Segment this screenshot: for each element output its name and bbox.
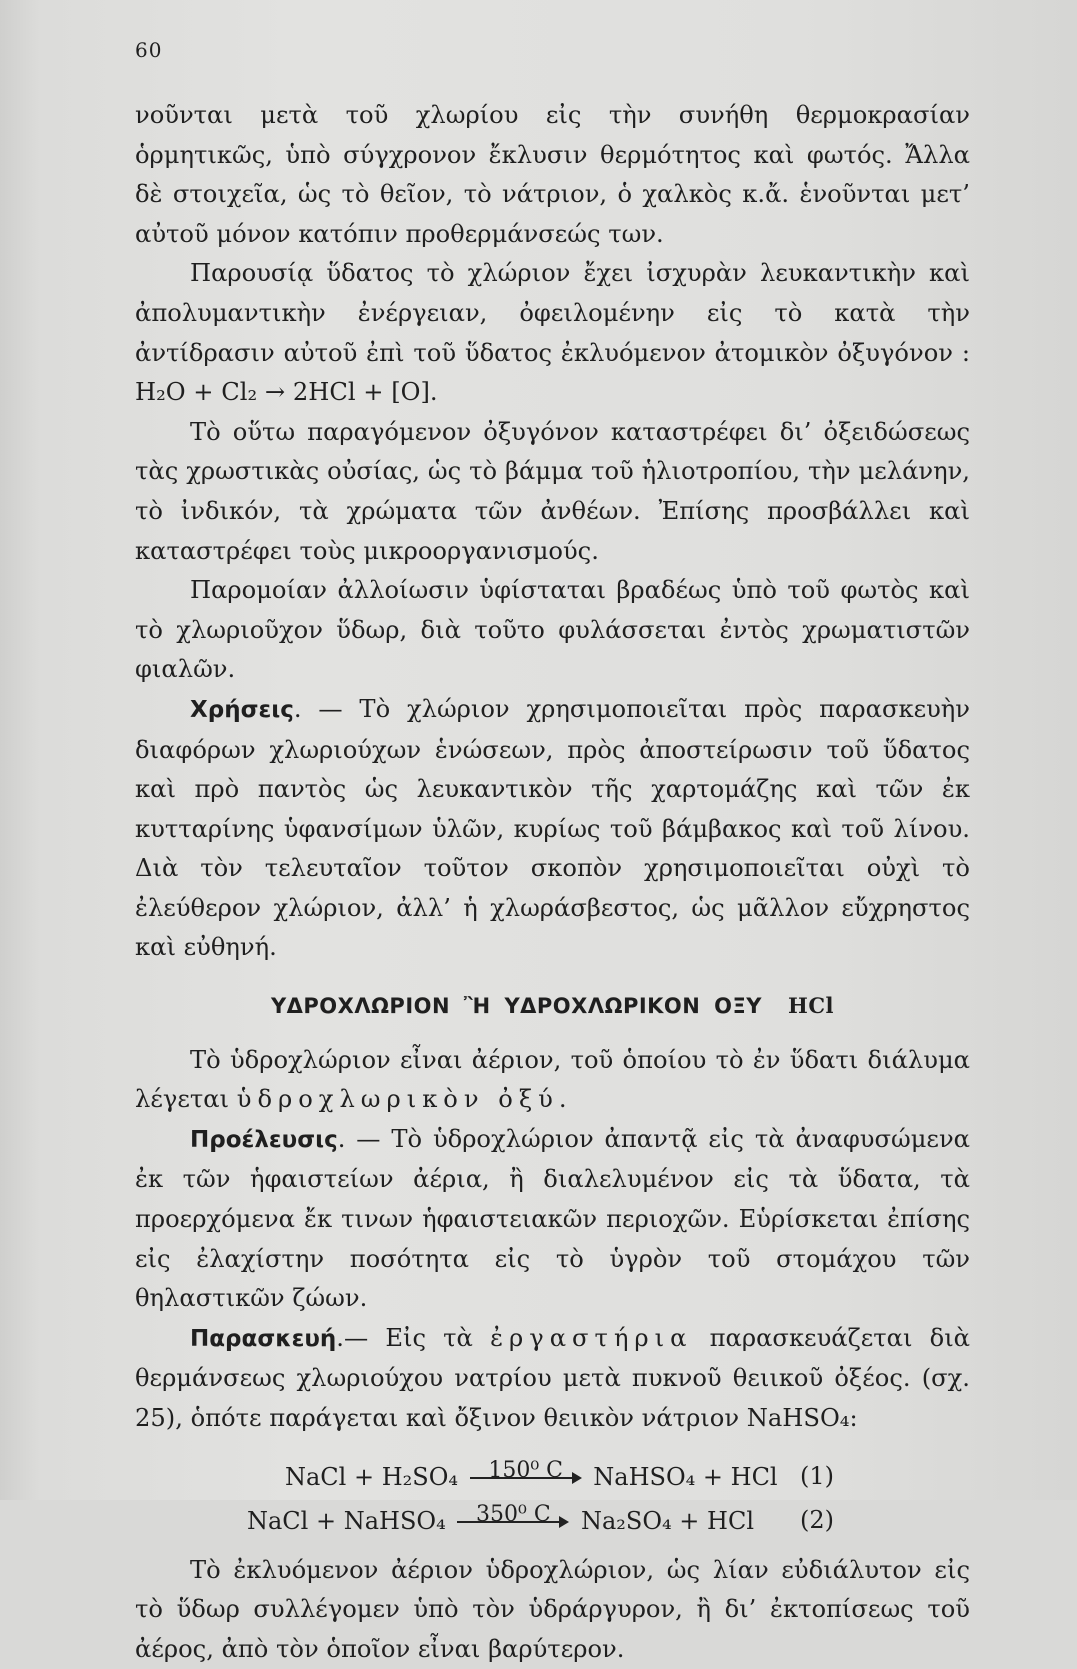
reaction-equation-1 xyxy=(285,1457,778,1497)
paragraph-collection: Τὸ ἐκλυόμενον ἀέριον ὑδροχλώριον, ὡς λίαν εὐδιάλυτον εἰς τὸ ὕδωρ συλλέγομεν ὑπὸ τὸν ὑδράργυρον, ἢ δι’ ἐκτοπίσεως τοῦ ἀέρος, ἀπὸ τὸν ὁποῖον εἶναι βαρύτερον. xyxy=(135,1555,970,1663)
arrow-head-icon xyxy=(559,1516,569,1528)
reaction-equation-2 xyxy=(247,1501,754,1541)
arrow-head-icon xyxy=(572,1472,582,1484)
paragraph-uses xyxy=(135,690,970,968)
paragraph-preparation xyxy=(135,1319,970,1439)
uses-text: . — Τὸ χλώριον χρησιμοποιεῖται πρὸς παρασκευὴν διαφόρων χλωριούχων ἑνώσεων, πρὸς ἀποστείρωσιν τοῦ ὕδατος καὶ πρὸ παντὸς ὡς λευκαντικὸν τῆς χαρτομάζης καὶ τῶν ἐκ κυτταρίνης ὑφανσίμων ὑλῶν, κυρίως τοῦ βάμβακος καὶ τοῦ λίνου. Διὰ τὸν τελευταῖον τοῦτον σκοπὸν χρησιμοποιεῖται οὐχὶ τὸ ἐλεύθερον χλώριον, ἀλλ’ ἡ χλωράσβεστος, ὡς μᾶλλον εὔχρηστος καὶ εὐθηνή. xyxy=(135,694,970,962)
preparation-text-after: παρασκευάζεται διὰ θερμάνσεως χλωριούχου νατρίου μετὰ πυκνοῦ θειικοῦ ὀξέος. (σχ. 25), ὁπότε παράγεται καὶ ὄξινον θειικὸν νάτριον NaHSO₄: xyxy=(135,1323,971,1432)
reaction-1-right: NaHSO₄ + HCl xyxy=(593,1462,778,1491)
reaction-1-left: NaCl + H₂SO₄ xyxy=(285,1462,459,1491)
preparation-text-before: .— Εἰς τὰ xyxy=(336,1323,491,1352)
reaction-1-condition: 150⁰ C xyxy=(488,1458,563,1484)
reaction-2-condition: 350⁰ C xyxy=(476,1502,551,1528)
origin-text: . — Τὸ ὑδροχλώριον ἀπαντᾷ εἰς τὰ ἀναφυσώμενα ἐκ τῶν ἡφαιστείων ἀέρια, ἢ διαλελυμένον εἰς τὰ ὕδατα, τὰ προερχόμενα ἔκ τινων ἡφαιστειακῶν περιοχῶν. Εὑρίσκεται ἐπίσης εἰς ἐλαχίστην ποσότητα εἰς τὸ ὑγρὸν τοῦ στομάχου τῶν θηλαστικῶν ζώων. xyxy=(135,1124,970,1313)
section-heading xyxy=(135,986,970,1027)
paragraph-continuation: νοῦνται μετὰ τοῦ χλωρίου εἰς τὴν συνήθη θερμοκρασίαν ὁρμητικῶς, ὑπὸ σύγχρονον ἔκλυσιν θερμότητος καὶ φωτός. Ἄλλα δὲ στοιχεῖα, ὡς τὸ θεῖον, τὸ νάτριον, ὁ χαλκὸς κ.ἄ. ἑνοῦνται μετ’ αὐτοῦ μόνον κατόπιν προθερμάνσεώς των. xyxy=(135,101,970,248)
reaction-equations xyxy=(135,1447,970,1547)
reaction-2-right: Na₂SO₄ + HCl xyxy=(580,1506,754,1535)
reaction-1-arrow xyxy=(470,1458,582,1484)
paragraph-bleaching: Παρουσίᾳ ὕδατος τὸ χλώριον ἔχει ἰσχυρὰν λευκαντικὴν καὶ ἀπολυμαντικὴν ἐνέργειαν, ὀφειλομένην εἰς τὸ κατὰ τὴν ἀντίδρασιν αὐτοῦ ἐπὶ τοῦ ὕδατος ἐκλυόμενον ἀτομικὸν ὀξυγόνον : H₂O + Cl₂ → 2HCl + [O]. xyxy=(135,259,970,407)
paragraph-oxidation: Τὸ οὕτω παραγόμενον ὀξυγόνον καταστρέφει δι’ ὀξειδώσεως τὰς χρωστικὰς οὐσίας, ὡς τὸ βάμμα τοῦ ἡλιοτροπίου, τὴν μελάνην, τὸ ἰνδικόν, τὰ χρώματα τῶν ἀνθέων. Ἐπίσης προσβάλλει καὶ καταστρέφει τοὺς μικροοργανισμούς. xyxy=(135,417,970,565)
reaction-2-number: (2) xyxy=(800,1505,834,1534)
definition-text-after: . xyxy=(558,1085,567,1114)
reaction-1-number: (1) xyxy=(800,1461,834,1490)
preparation-term: Παρασκευή xyxy=(190,1325,337,1352)
definition-spaced-term: ὑδροχλωρικὸν ὀξύ xyxy=(236,1085,559,1114)
paragraph-origin xyxy=(135,1120,970,1319)
section-formula: HCl xyxy=(788,993,835,1019)
page-text xyxy=(135,96,970,1669)
reaction-2-left: NaCl + NaHSO₄ xyxy=(247,1506,446,1535)
section-title: ΥΔΡΟΧΛΩΡΙΟΝ Ἢ ΥΔΡΟΧΛΩΡΙΚΟΝ ΟΞΥ xyxy=(270,994,762,1019)
preparation-spaced-term: ἐργαστήρια xyxy=(490,1323,693,1352)
page-number: 60 xyxy=(135,38,163,62)
paragraph-definition xyxy=(135,1041,970,1120)
origin-term: Προέλευσις xyxy=(190,1126,338,1153)
reaction-2-arrow xyxy=(457,1502,569,1528)
paragraph-light-alteration: Παρομοίαν ἀλλοίωσιν ὑφίσταται βραδέως ὑπὸ τοῦ φωτὸς καὶ τὸ χλωριοῦχον ὕδωρ, διὰ τοῦτο φυλάσσεται ἐντὸς χρωματιστῶν φιαλῶν. xyxy=(135,576,970,684)
uses-term: Χρήσεις xyxy=(190,696,294,723)
definition-text-before: Τὸ ὑδροχλώριον εἶναι ἀέριον, τοῦ ὁποίου τὸ ἐν ὕδατι διάλυμα λέγεται xyxy=(135,1045,970,1114)
